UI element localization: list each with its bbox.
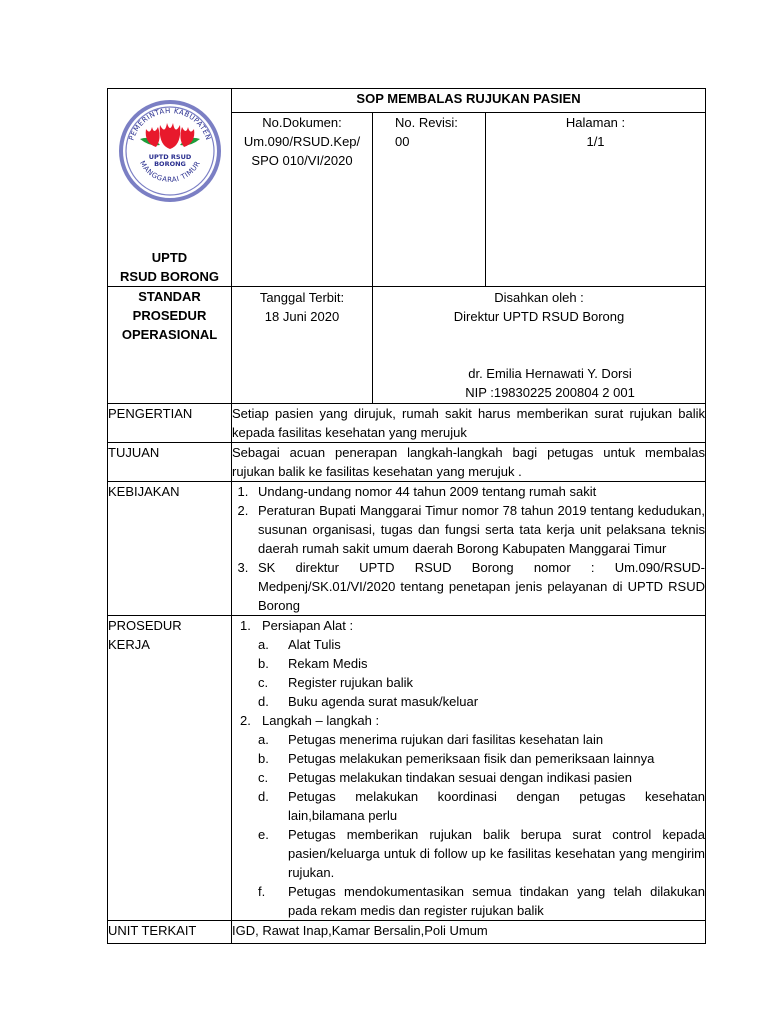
prosedur-label-2: KERJA <box>108 637 150 652</box>
approval-cell <box>373 287 706 404</box>
step-1-title: Persiapan Alat : <box>262 618 354 633</box>
step-1-marker: 1. <box>240 618 251 633</box>
kebijakan-item: 3. SK direktur UPTD RSUD Borong nomor : Um.090/RSUD-Medpenj/SK.01/VI/2020 tentang penetapan jenis pelayanan di UPTD RSUD Borong <box>252 558 705 615</box>
sop-heading-line-1: STANDAR <box>138 289 201 304</box>
halaman-value: 1/1 <box>586 133 605 149</box>
list-item <box>232 768 705 787</box>
kebijakan-item: 1. Undang-undang nomor 44 tahun 2009 tentang rumah sakit <box>252 482 705 501</box>
logo-ring-text-bottom: MANGGARAI TIMUR <box>137 159 202 184</box>
hospital-logo <box>118 99 222 203</box>
no-dokumen-value-2: SPO 010/VI/2020 <box>251 152 353 168</box>
no-dokumen-label: No.Dokumen: <box>262 114 342 130</box>
item-text: Alat Tulis <box>288 637 341 652</box>
list-item <box>232 730 705 749</box>
list-item <box>232 749 705 768</box>
tujuan-label: TUJUAN <box>108 443 232 482</box>
sop-heading-line-2: PROSEDUR <box>132 308 207 323</box>
item-marker: b. <box>258 751 269 766</box>
item-marker: f. <box>258 884 266 899</box>
sop-heading-line-3: OPERASIONAL <box>121 327 218 342</box>
kebijakan-item: 2. Peraturan Bupati Manggarai Timur nomor 78 tahun 2019 tentang kedudukan, susunan organisasi, tugas dan fungsi serta tata kerja unit pelaksana teknis daerah rumah sakit umum daerah Borong Kabupaten Manggarai Timur <box>252 501 705 558</box>
item-text: Petugas memberikan rujukan balik berupa surat control kepada pasien/keluarga untuk di follow up ke fasilitas kesehatan yang mengirim rujukan. <box>288 827 706 880</box>
signer-name: dr. Emilia Hernawati Y. Dorsi <box>468 366 632 381</box>
unit-terkait-label: UNIT TERKAIT <box>108 921 232 944</box>
item-text: Petugas melakukan pemeriksaan fisik dan pemeriksaan lainnya <box>288 751 655 766</box>
tanggal-terbit-cell <box>232 287 373 404</box>
item-marker: d. <box>258 694 269 709</box>
list-item <box>232 635 705 654</box>
prosedur-content <box>232 616 706 921</box>
item-text: Register rujukan balik <box>288 675 414 690</box>
kebijakan-list <box>232 482 705 615</box>
no-revisi-value: 00 <box>395 133 410 149</box>
prosedur-label-1: PROSEDUR <box>108 618 182 633</box>
list-item <box>232 787 705 825</box>
item-text: Petugas melakukan tindakan sesuai dengan indikasi pasien <box>288 770 633 785</box>
pengertian-label: PENGERTIAN <box>108 404 232 443</box>
logo-cell <box>108 89 232 287</box>
sop-heading-cell <box>108 287 232 404</box>
step-1 <box>232 616 705 635</box>
step-2-marker: 2. <box>240 713 251 728</box>
no-dokumen-value-1: Um.090/RSUD.Kep/ <box>243 133 361 149</box>
tujuan-text: Sebagai acuan penerapan langkah-langkah bagi petugas untuk membalas rujukan balik ke fasilitas kesehatan yang merujuk . <box>232 443 706 482</box>
logo-ring-text-top: PEMERINTAH KABUPATEN <box>127 106 212 142</box>
signer-nip: NIP :19830225 200804 2 001 <box>465 385 635 400</box>
item-marker: e. <box>258 827 269 842</box>
step-2-title: Langkah – langkah : <box>262 713 380 728</box>
item-text: Petugas melakukan koordinasi dengan petugas kesehatan lain,bilamana perlu <box>288 789 706 823</box>
unit-terkait-text: IGD, Rawat Inap,Kamar Bersalin,Poli Umum <box>232 921 706 944</box>
sop-document <box>107 88 705 944</box>
list-item <box>232 692 705 711</box>
org-line-1: UPTD <box>151 250 188 265</box>
logo-center-text-2: BORONG <box>153 160 186 168</box>
sop-title: SOP MEMBALAS RUJUKAN PASIEN <box>232 89 706 113</box>
no-revisi-label: No. Revisi: <box>395 114 458 130</box>
no-revisi-cell <box>373 112 486 286</box>
kebijakan-content <box>232 482 706 616</box>
pengertian-text: Setiap pasien yang dirujuk, rumah sakit harus memberikan surat rujukan balik kepada fasilitas kesehatan yang merujuk <box>232 404 706 443</box>
item-marker: c. <box>258 675 269 690</box>
list-item <box>232 882 705 920</box>
halaman-label: Halaman : <box>565 114 626 130</box>
item-marker: a. <box>258 732 269 747</box>
org-name <box>108 248 231 286</box>
item-marker: d. <box>258 789 269 804</box>
halaman-cell <box>486 112 706 286</box>
item-text: Buku agenda surat masuk/keluar <box>288 694 479 709</box>
disahkan-by: Direktur UPTD RSUD Borong <box>453 309 625 324</box>
kebijakan-label: KEBIJAKAN <box>108 482 232 616</box>
disahkan-label: Disahkan oleh : <box>494 290 584 305</box>
sop-table <box>107 88 706 944</box>
item-marker: a. <box>258 637 269 652</box>
logo-center-text-1: UPTD RSUD <box>148 153 191 161</box>
item-marker: b. <box>258 656 269 671</box>
no-dokumen-cell <box>232 112 373 286</box>
item-text: Petugas mendokumentasikan semua tindakan yang telah dilakukan pada rekam medis dan register rujukan balik <box>288 884 706 918</box>
step-2-list <box>232 730 705 920</box>
list-item <box>232 673 705 692</box>
item-text: Petugas menerima rujukan dari fasilitas kesehatan lain <box>288 732 604 747</box>
item-marker: c. <box>258 770 269 785</box>
list-item <box>232 654 705 673</box>
tanggal-terbit-label: Tanggal Terbit: <box>259 290 345 305</box>
item-text: Rekam Medis <box>288 656 368 671</box>
org-line-2: RSUD BORONG <box>120 269 219 284</box>
list-item <box>232 825 705 882</box>
prosedur-label <box>108 616 232 921</box>
tanggal-terbit-value: 18 Juni 2020 <box>264 309 340 324</box>
step-1-list <box>232 635 705 711</box>
step-2 <box>232 711 705 730</box>
